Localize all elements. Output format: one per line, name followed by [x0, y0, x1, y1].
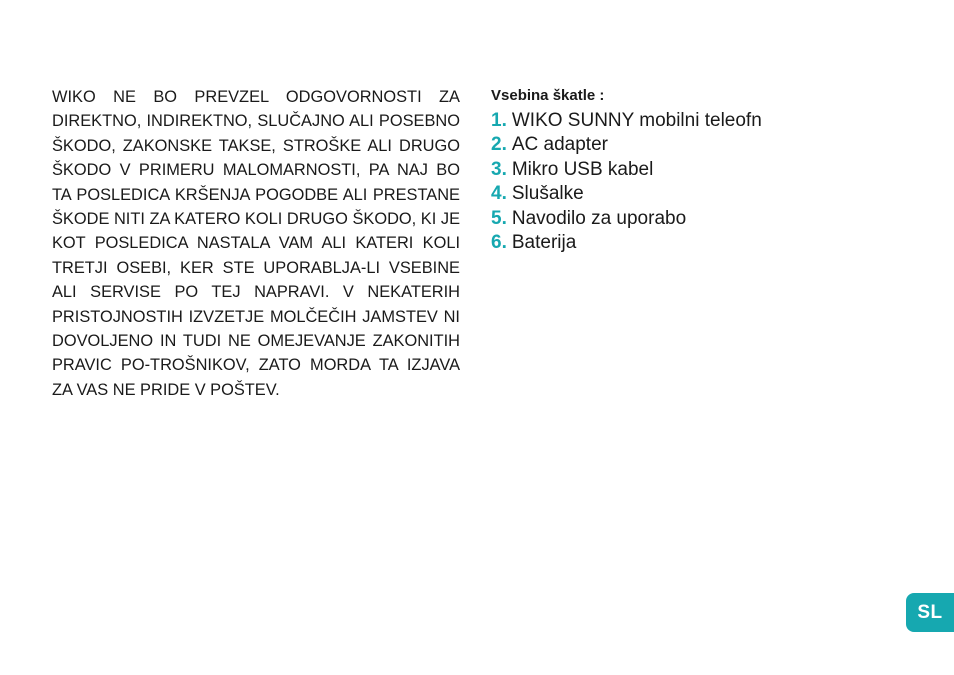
box-contents-list [491, 109, 891, 255]
list-item [491, 158, 891, 182]
list-item-number: 2. [491, 134, 507, 156]
list-item-number: 4. [491, 183, 507, 205]
list-item-label: AC adapter [511, 134, 608, 156]
list-item-label: Navodilo za uporabo [511, 207, 687, 229]
disclaimer-text: WIKO NE BO PREVZEL ODGOVORNOSTI ZA DIREKTNO, INDIREKTNO, SLUČAJNO ALI POSEBNO ŠKODO, ZAKONSKE TAKSE, STROŠKE ALI DRUGO ŠKODO V PRIMERU MALOMARNOSTI, PA NAJ BO TA POSLEDICA KRŠENJA POGODBE ALI PRESTANE ŠKODE NITI ZA KATERO KOLI DRUGO ŠKODO, KI JE KOT POSLEDICA NASTALA VAM ALI KATERI KOLI TRETJI OSEBI, KER STE UPORABLJA-LI VSEBINE ALI SERVISE PO TEJ NAPRAVI. V NEKATERIH PRISTOJNOSTIH IZVZETJE MOLČEČIH JAMSTEV NI DOVOLJENO IN TUDI NE OMEJEVANJE ZAKONITIH PRAVIC PO-TROŠNIKOV, ZATO MORDA TA IZJAVA ZA VAS NE PRIDE V POŠTEV. [52, 88, 460, 399]
list-item-number: 5. [491, 207, 507, 229]
list-item-label: Baterija [511, 232, 577, 254]
language-tab: SL [906, 593, 954, 632]
list-item-label: WIKO SUNNY mobilni teleofn [511, 110, 762, 131]
list-item [491, 182, 891, 206]
list-item-number: 1. [491, 110, 507, 131]
list-item [491, 231, 891, 255]
list-item [491, 207, 891, 231]
list-item-number: 6. [491, 232, 507, 254]
box-contents-title: Vsebina škatle : [491, 87, 605, 104]
list-item-number: 3. [491, 158, 507, 180]
box-contents-section [491, 86, 891, 255]
list-item-label: Slušalke [511, 183, 584, 205]
list-item [491, 109, 891, 133]
list-item [491, 133, 891, 157]
list-item-label: Mikro USB kabel [511, 158, 654, 180]
